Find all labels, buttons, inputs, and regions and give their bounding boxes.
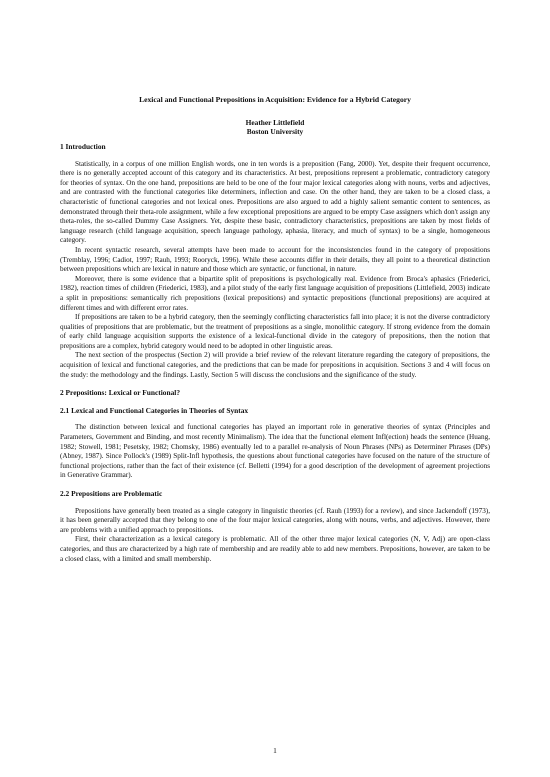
paragraph: Moreover, there is some evidence that a bipartite split of prepositions is psychologically real. Evidence from Broca's aphasics (Friederici, 1982), reaction times of children (Friederici, 1983), and a pilot study of the early first language acquisition of prepositions (Littlefield, 2003) indicate a split in prepositions: semantically rich prepositions (lexical prepositions) and syntactic prepositions (functional prepositions) are acquired at different times and with different error rates. <box>60 274 490 312</box>
author-name: Heather Littlefield <box>245 118 305 127</box>
paragraph: The distinction between lexical and functional categories has played an important role in generative theories of syntax (Principles and Parameters, Government and Binding, and most recently Minimalism). The idea that the functional element Infl(ection) heads the sentence (Huang, 1982; Stowell, 1981; Pesetsky, 1982; Chomsky, 1986) eventually led to a parallel re-analysis of Noun Phrases (NPs) as Determiner Phrases (DPs) (Abney, 1987). Since Pollock's (1989) Split-Infl hypothesis, the questions about functional categories have focused on the nature of the structure of functional projections, rather than the fact of their existence (cf. Belletti (1994) for a good description of the development of agreement projections in Generative Grammar). <box>60 423 490 480</box>
paper-title: Lexical and Functional Prepositions in Acquisition: Evidence for a Hybrid Category <box>139 95 411 104</box>
section-heading-prepositions: 2 Prepositions: Lexical or Functional? <box>60 388 181 398</box>
paragraph: In recent syntactic research, several attempts have been made to account for the inconsistencies found in the category of prepositions (Tremblay, 1996; Cadiot, 1997; Rauh, 1993; Rooryck, 1996). While these accounts differ in their details, they all point to a theoretical distinction between prepositions which are lexical in nature and those which are syntactic, or functional, in nature. <box>60 245 490 274</box>
section-heading-introduction: 1 Introduction <box>60 142 106 151</box>
page-number: 1 <box>273 746 277 755</box>
paragraph: If prepositions are taken to be a hybrid category, then the seemingly conflicting characteristics fall into place; it is not the diverse contradictory qualities of prepositions that are problematic, but the treatment of prepositions as a single, monolithic category. If strong evidence from the domain of early child language acquisition supports the existence of a lexical-functional divide in the category of prepositions, then the notion that prepositions are a complex, hybrid category would need to be adopted in other linguistic areas. <box>60 313 490 350</box>
paragraph: Statistically, in a corpus of one million English words, one in ten words is a preposition (Fang, 2000). Yet, despite their frequent occurrence, there is no generally accepted account of this category and its characteristics. At best, prepositions represent a problematic, contradictory category for theories of syntax. On the one hand, prepositions are held to be one of the four major lexical categories along with nouns, verbs and adjectives, and are contrasted with the functional categories like determiners, inflection and case. On the other hand, they are taken to be a closed class, a characteristic of functional categories and not lexical ones. Prepositions are also argued to add a highly salient semantic content to sentences, as demonstrated through their theta-role assignment, while a few exceptional prepositions are argued to be empty Case assigners which don't assign any theta-roles, the so-called Dummy Case Assigners. Yet, despite these basic, contradictory characteristics, prepositions are taken by most fields of language research (child language acquisition, speech language pathology, aphasia, literacy, and much of syntax) to be a single, homogeneous category. <box>60 159 490 245</box>
paragraph: The next section of the prospectus (Section 2) will provide a brief review of the relevant literature regarding the category of prepositions, the acquisition of lexical and functional categories, and the predictions that can be made for prepositions in acquisition. Sections 3 and 4 will focus on the study: the methodology and the findings. Lastly, Section 5 will discuss the conclusions and the significance of the study. <box>60 351 490 379</box>
author-block <box>60 118 490 137</box>
subsection-heading-problematic: 2.2 Prepositions are Problematic <box>60 489 163 498</box>
paragraph: First, their characterization as a lexical category is problematic. All of the other three major lexical categories (N, V, Adj) are open-class categories, and thus are characterized by a high rate of membership and are readily able to add new members. Prepositions, however, are taken to be a closed class, with a limited and small membership. <box>60 535 490 563</box>
subsection-heading-lexical-functional: 2.1 Lexical and Functional Categories in Theories of Syntax <box>60 405 249 415</box>
paragraph: Prepositions have generally been treated as a single category in linguistic theories (cf. Rauh (1993) for a review), and since Jackendoff (1973), it has been generally accepted that they belong to one of the four major lexical categories, along with nouns, verbs, and adjectives. However, there are problems with a unified approach to prepositions. <box>60 506 490 534</box>
author-affiliation: Boston University <box>246 127 304 137</box>
paper-body <box>60 142 490 564</box>
